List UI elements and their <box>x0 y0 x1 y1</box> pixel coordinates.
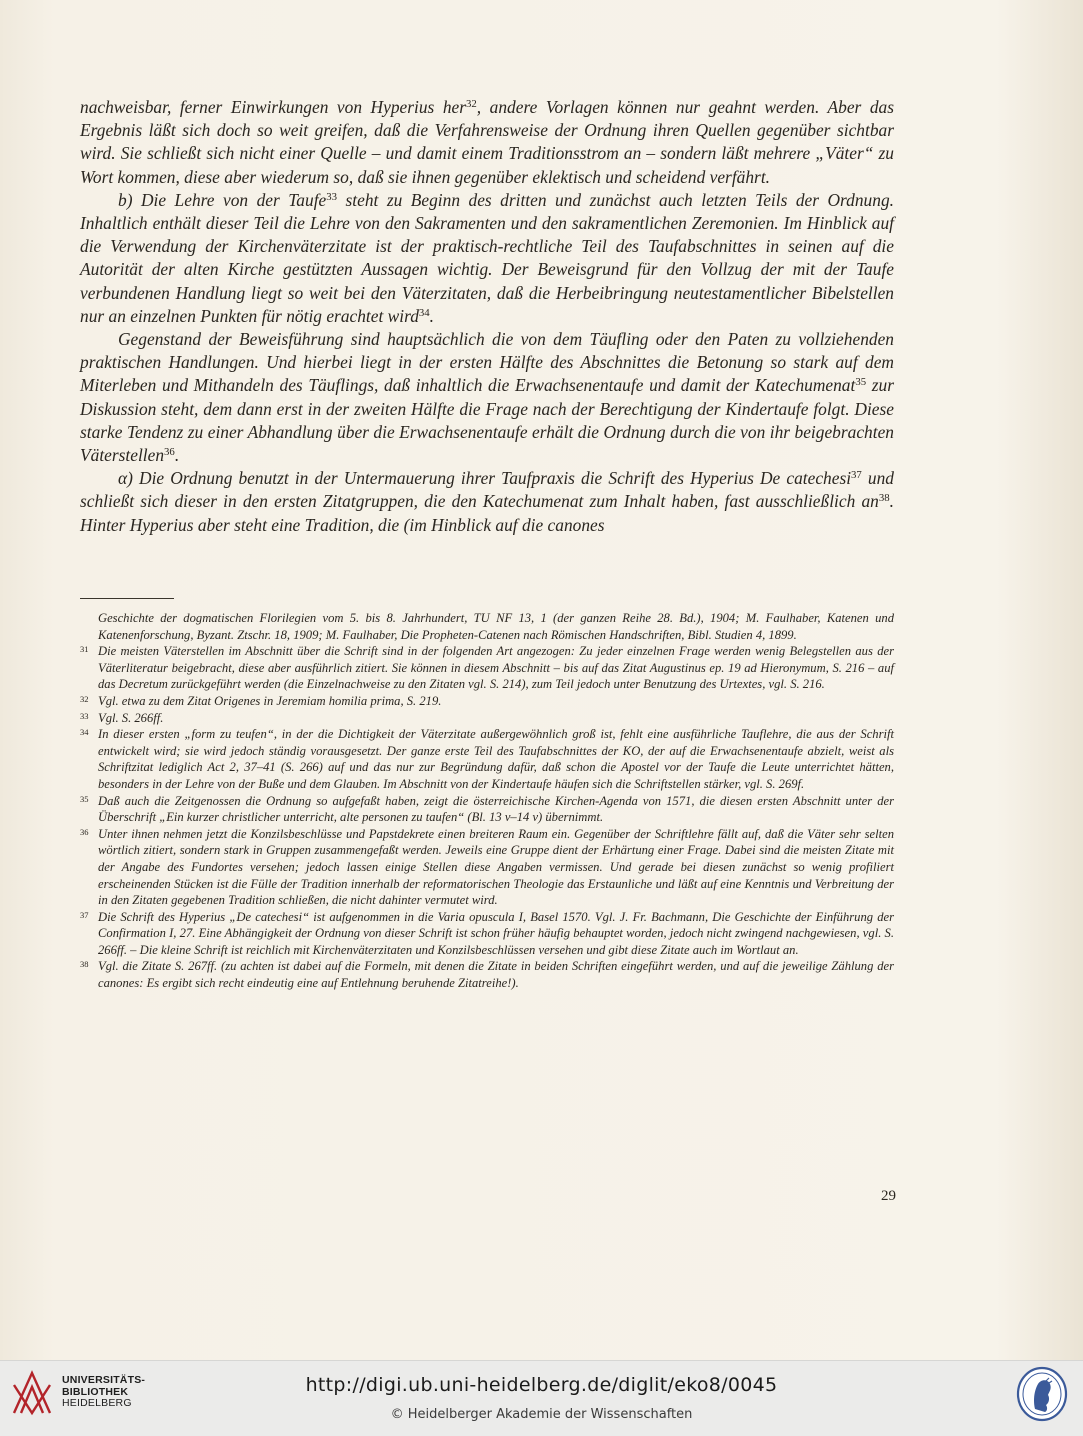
main-text <box>80 96 894 537</box>
academy-seal-icon[interactable] <box>1015 1365 1069 1423</box>
footnote-number: 34 <box>80 727 89 738</box>
footnote-ref[interactable]: 34 <box>418 306 430 319</box>
text-run: zur Diskussion steht, dem dann erst in der zweiten Hälfte die Frage nach der Berechtigung der Kindertaufe folgt. Diese starke Tendenz zu einer Abhandlung über die Erwachsenentaufe erhält die Ordnung durch die von ihr beigebrachten Väterstellen <box>80 375 894 466</box>
footnote-text: Die Schrift des Hyperius „De catechesi“ ist aufgenommen in die Varia opuscula I, Basel 1570. Vgl. J. Fr. Bachmann, Die Geschichte der Einführung der Confirmation I, 27. Eine Abhängigkeit der Ordnung von dieser Schrift ist schon früher häufig behauptet worden, jedoch nicht zwingend nachgewiesen, vgl. S. 266ff. – Die kleine Schrift ist reichlich mit Kirchenväterzitaten und Konzilsbeschlüssen versehen und gibt diese Zitate auch im Wortlaut an. <box>98 909 894 957</box>
library-line-3: HEIDELBERG <box>62 1397 132 1409</box>
footnote-ref[interactable]: 37 <box>851 469 862 482</box>
footnote-36 <box>80 826 894 909</box>
footnote-continuation: Geschichte der dogmatischen Florilegien vom 5. bis 8. Jahrhundert, TU NF 13, 1 (der ganzen Reihe 28. Bd.), 1904; M. Faulhaber, Katenen und Katenenforschung, Byzant. Ztschr. 18, 1909; M. Faulhaber, Die Propheten-Catenen nach Römischen Handschriften, Bibl. Studien 4, 1899. <box>98 611 894 642</box>
text-run: . Hinter Hyperius aber steht eine Tradition, die (im Hinblick auf die canones <box>80 491 894 535</box>
library-line-2: BIBLIOTHEK <box>62 1385 129 1398</box>
footnote-number: 36 <box>80 826 89 837</box>
footnote-ref[interactable]: 35 <box>855 376 867 389</box>
paragraph-4 <box>80 467 894 537</box>
text-run: α) Die Ordnung benutzt in der Untermauerung ihrer Taufpraxis die Schrift des Hyperius De catechesi <box>118 468 852 489</box>
footnote-38 <box>80 958 894 991</box>
footnote-text: Vgl. S. 266ff. <box>98 710 164 725</box>
footnote-text: Die meisten Väterstellen im Abschnitt über die Schrift sind in der folgenden Art angezogen: Zu jeder einzelnen Frage werden wenig Belegstellen aus der Väterliteratur beigebracht, diese aber ausführlich zitiert. Sie können in diesem Abschnitt – bis auf das Zitat Augustinus ep. 19 ad Hieronymum, S. 216 – auf das Decretum zurückgeführt werden (die Einzelnachweise zu den Zitaten vgl. S. 214), zum Teil jedoch unter Benutzung des Urtextes, vgl. S. 216. <box>98 644 894 692</box>
paragraph-1 <box>80 96 894 189</box>
footnote-32 <box>80 693 894 710</box>
footnote-number: 37 <box>80 909 89 920</box>
footnote-35 <box>80 793 894 826</box>
footnotes <box>80 610 894 992</box>
footnote-number: 38 <box>80 959 89 970</box>
footnote-31 <box>80 643 894 693</box>
library-line-1: UNIVERSITÄTS- <box>62 1374 146 1386</box>
viewer-footer <box>0 1360 1083 1436</box>
paragraph-2 <box>80 189 894 328</box>
footnote-37 <box>80 909 894 959</box>
footnote-text: Vgl. etwa zu dem Zitat Origenes in Jeremiam homilia prima, S. 219. <box>98 693 442 708</box>
footnote-separator <box>80 598 174 599</box>
footnote-34 <box>80 726 894 792</box>
text-run: . <box>174 445 180 466</box>
text-run: Gegenstand der Beweisführung sind hauptsächlich die von dem Täufling oder den Paten zu vollziehenden praktischen Handlungen. Und hierbei liegt in der ersten Hälfte des Abschnittes die Betonung so stark auf dem Miterleben und Mithandeln des Täuflings, daß inhaltlich die Erwachsenentaufe und damit der Katechumenat <box>80 329 894 396</box>
text-run: b) Die Lehre von der Taufe <box>118 189 327 210</box>
page-number: 29 <box>881 1188 896 1204</box>
footnote-ref[interactable]: 33 <box>326 190 338 203</box>
text-run: , andere Vorlagen können nur geahnt werden. Aber das Ergebnis läßt sich doch so weit greifen, daß die Verfahrensweise der Ordnung ihren Quellen gegenüber sichtbar wird. Sie schließt sich nicht einer Quelle – und damit einem Traditionsstrom an – sondern läßt mehrere „Väter“ zu Wort kommen, diese aber wiederum so, daß sie ihnen gegenüber eklektisch und scheidend verfährt. <box>80 97 895 187</box>
permalink-url[interactable]: http://digi.ub.uni-heidelberg.de/diglit/eko8/0045 <box>305 1374 778 1396</box>
footnote-number: 31 <box>80 644 89 655</box>
footnote-number: 32 <box>80 693 89 704</box>
text-run: nachweisbar, ferner Einwirkungen von Hyperius her <box>80 97 467 117</box>
footnote-33 <box>80 710 894 727</box>
footnote-number: 33 <box>80 710 89 721</box>
footnote-text: In dieser ersten „form zu teufen“, in der die Dichtigkeit der Väterzitate außergewöhnlich groß ist, fehlt eine ausführliche Tauflehre, die aus der Schrift entwickelt wird; sie wird jedoch ständig vorausgesetzt. Der ganze erste Teil des Taufabschnittes der KO, der auf die Erwachsenentaufe abzielt, weist als Schriftzitat lediglich Act 2, 37–41 (S. 266) auf und das nur zur Begründung dafür, daß schon die Apostel vor der Taufe die Leute unterrichtet hätten, besonders in der Lehre von der Buße und dem Glauben. Im Abschnitt von der Kindertaufe häufen sich die Schriftstellen stärker, vgl. S. 269f. <box>98 727 894 791</box>
footnote-text: Daß auch die Zeitgenossen die Ordnung so aufgefaßt haben, zeigt die österreichische Kirchen-Agenda von 1571, die diesen ersten Abschnitt unter der Überschrift „Ein kurzer christlicher unterricht, alte personen zu taufen“ (Bl. 13 v–14 v) übernimmt. <box>98 793 894 825</box>
copyright-notice: © Heidelberger Akademie der Wissenschaften <box>390 1407 693 1422</box>
text-run: steht zu Beginn des dritten und zunächst auch letzten Teils der Ordnung. Inhaltlich enthält dieser Teil die Lehre von den Sakramenten und den sakramentlichen Zeremonien. Im Hinblick auf die Verwendung der Kirchenväterzitate ist der praktisch-rechtliche Teil des Taufabschnittes in seinen auf die Autorität der alten Kirche gestützten Aussagen wichtig. Der Beweisgrund für den Vollzug der mit der Taufe verbundenen Handlung liegt so weit bei den Väterzitaten, daß die Herbeibringung neutestamentlicher Bibelstellen nur an einzelnen Punkten für nötig erachtet wird <box>80 189 894 326</box>
footnote-ref[interactable]: 32 <box>466 98 477 111</box>
footnote-ref[interactable]: 38 <box>878 492 890 505</box>
footnote-number: 35 <box>80 793 89 804</box>
footnote-text: Vgl. die Zitate S. 267ff. (zu achten ist dabei auf die Formeln, mit denen die Zitate in beiden Schriften eingeführt werden, und auf die jeweilige Zählung der canones: Es ergibt sich recht eindeutig eine auf Entlehnung beruhende Zitatreihe!). <box>98 959 894 991</box>
paragraph-3 <box>80 328 894 467</box>
footnote-ref[interactable]: 36 <box>164 446 175 459</box>
text-run: und schließt sich dieser in den ersten Zitatgruppen, die den Katechumenat zum Inhalt haben, fast ausschließlich an <box>80 468 894 512</box>
footnote-text: Unter ihnen nehmen jetzt die Konzilsbeschlüsse und Papstdekrete einen breiteren Raum ein. Gegenüber der Schriftlehre fällt auf, daß die Väter sehr selten wörtlich zitiert, sondern stark in Gruppen zusammengefaßt werden. Jeweils eine Gruppe dient der Erhärtung einer Frage. Dabei sind die meisten Zitate mit der Angabe des Fundortes versehen; jedoch lassen einige Stellen diese Angaben vermissen. Und gerade bei diesen zunächst so wenig profiliert erscheinenden Stücken ist die Fülle der Tradition innerhalb der reformatorischen Theologie das Erstaunliche und läßt auf eine Kenntnis und Verbreitung der in den Zitaten gegebenen Tradition schließen, die nicht dahinter vermutet wird. <box>98 826 894 908</box>
text-run: . <box>429 305 435 326</box>
